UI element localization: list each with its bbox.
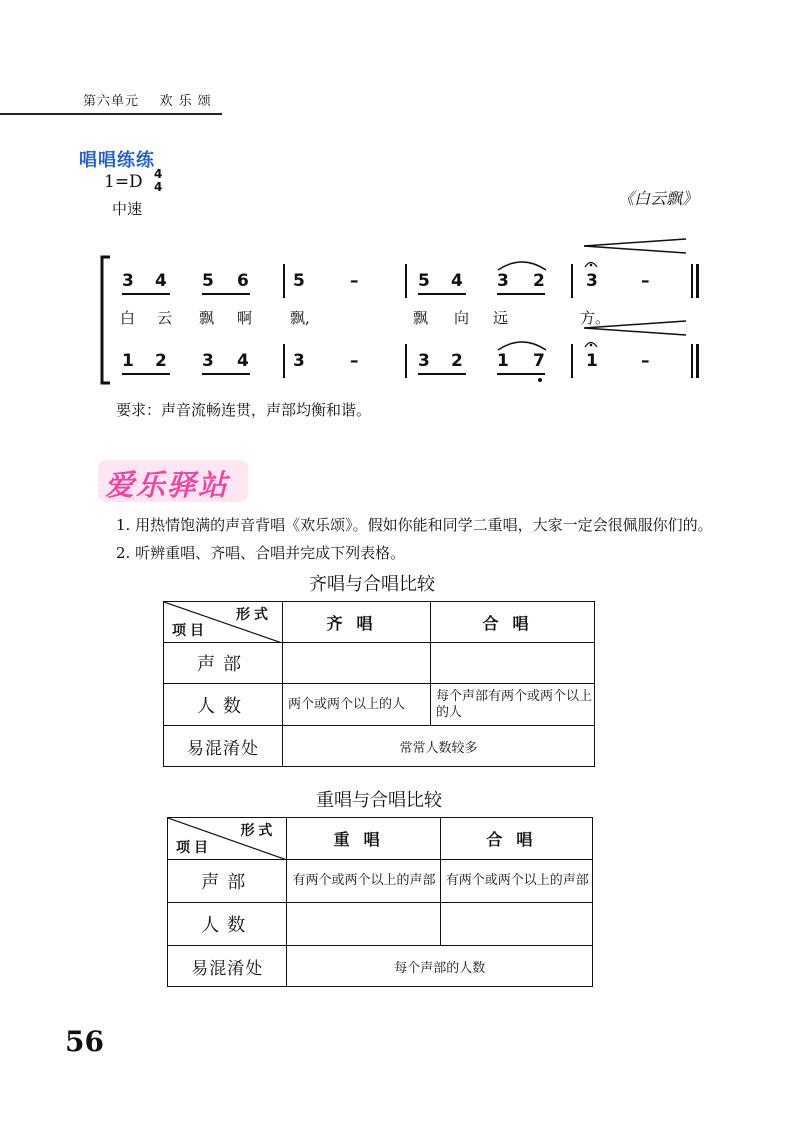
table-cell: 有两个或两个以上的声部 [287, 860, 440, 903]
row-label: 人数 [168, 903, 287, 946]
lyric: 飘 [199, 309, 215, 327]
list-item: 1. 用热情饱满的声音背唱《欢乐颂》。假如你能和同学二重唱，大家一定会很佩服你们的。 [116, 516, 713, 534]
row-label: 人数 [164, 684, 283, 726]
beam [122, 373, 170, 375]
lyric: 向 [454, 309, 470, 327]
answer-cell[interactable] [431, 643, 595, 684]
time-bottom: 4 [154, 180, 163, 194]
score-brace [96, 255, 112, 385]
barline [571, 344, 573, 378]
beam [497, 373, 545, 375]
lyric: 云 [157, 309, 173, 327]
table-cell: 常常人数较多 [283, 726, 595, 767]
final-barline [691, 264, 693, 298]
table-corner-cell [164, 602, 283, 643]
lyric: 白 [120, 309, 136, 327]
slur [496, 258, 548, 272]
unit-label: 第六单元 [83, 94, 140, 109]
table-cell: 有两个或两个以上的声部 [440, 860, 592, 903]
lyric: 啊 [237, 309, 253, 327]
header-item: 项目 [172, 623, 208, 639]
note: 4 [237, 351, 249, 371]
fermata [584, 338, 598, 348]
table-corner-cell [168, 818, 287, 860]
final-barline [691, 344, 693, 378]
time-top: 4 [154, 167, 163, 181]
table-cell: 每个声部有两个或两个以上的人 [431, 684, 595, 726]
section-title-sing: 唱唱练练 [79, 150, 155, 171]
note: 3 [293, 351, 305, 371]
note: – [350, 351, 359, 371]
row-label: 易混淆处 [168, 946, 287, 987]
page-header [83, 90, 212, 109]
note: 1 [586, 351, 598, 371]
beam [122, 293, 170, 295]
lyric: 方。 [580, 309, 611, 327]
header-item: 项目 [176, 840, 212, 856]
key-signature: 1=D [104, 172, 143, 192]
barline [283, 264, 285, 298]
note: 4 [451, 271, 463, 291]
barline [405, 264, 407, 298]
fermata [584, 258, 598, 268]
beam [497, 293, 545, 295]
comparison-table-2 [167, 817, 593, 987]
column-header: 合唱 [440, 818, 592, 860]
note: 5 [418, 271, 430, 291]
page-number: 56 [65, 1025, 104, 1058]
note: 3 [497, 271, 509, 291]
tempo-marking: 中速 [112, 200, 143, 218]
table-cell: 每个声部的人数 [287, 946, 593, 987]
header-form: 形式 [240, 823, 277, 839]
beam [418, 373, 466, 375]
unit-title: 欢 乐 颂 [159, 94, 212, 109]
note: 3 [586, 271, 598, 291]
barline [283, 344, 285, 378]
beam [202, 373, 250, 375]
row-label: 声部 [164, 643, 283, 684]
lyric: 远 [493, 309, 509, 327]
comparison-table-1 [163, 601, 595, 767]
note: 2 [533, 271, 545, 291]
note: 2 [155, 351, 167, 371]
requirement-text: 要求：声音流畅连贯，声部均衡和谐。 [116, 401, 372, 419]
answer-cell[interactable] [440, 903, 592, 946]
beam [202, 293, 250, 295]
note: 5 [202, 271, 214, 291]
table-title: 齐唱与合唱比较 [309, 574, 435, 595]
note: 6 [237, 271, 249, 291]
note: 3 [122, 271, 134, 291]
note: – [350, 271, 359, 291]
section-title-station: 爱乐驿站 [105, 468, 230, 502]
row-label: 声部 [168, 860, 287, 903]
time-signature [154, 168, 162, 194]
note: 4 [155, 271, 167, 291]
beam [418, 293, 466, 295]
column-header: 合唱 [431, 602, 595, 643]
answer-cell[interactable] [287, 903, 440, 946]
note: 2 [451, 351, 463, 371]
barline [571, 264, 573, 298]
note: 7 [533, 351, 545, 371]
lyric: 飘, [290, 309, 310, 327]
header-divider [0, 113, 222, 115]
answer-cell[interactable] [283, 643, 431, 684]
column-header: 齐唱 [283, 602, 431, 643]
row-label: 易混淆处 [164, 726, 283, 767]
lyric: 飘 [413, 309, 429, 327]
header-form: 形式 [236, 607, 272, 623]
note: 3 [418, 351, 430, 371]
song-title: 《白云飘》 [618, 189, 699, 208]
decrescendo-mark-upper [582, 236, 692, 256]
table-cell: 两个或两个以上的人 [283, 684, 431, 726]
column-header: 重唱 [287, 818, 440, 860]
slur [496, 338, 548, 352]
octave-dot [538, 378, 542, 382]
note: 3 [202, 351, 214, 371]
list-item: 2. 听辨重唱、齐唱、合唱并完成下列表格。 [116, 544, 406, 562]
note: 1 [497, 351, 509, 371]
note: 1 [122, 351, 134, 371]
note: – [641, 351, 650, 371]
note: 5 [293, 271, 305, 291]
note: – [641, 271, 650, 291]
table-title: 重唱与合唱比较 [316, 790, 442, 811]
final-barline-thick [696, 264, 699, 298]
barline [405, 344, 407, 378]
final-barline-thick [696, 344, 699, 378]
